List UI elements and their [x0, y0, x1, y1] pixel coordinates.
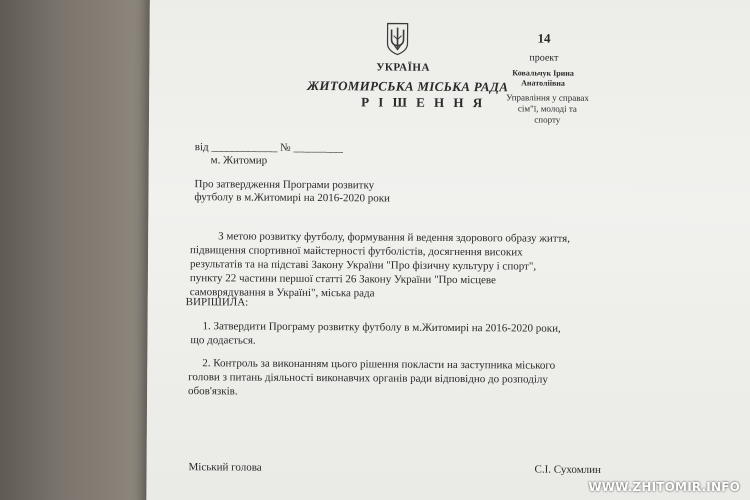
dept-line: спорту — [534, 114, 561, 125]
date-number-field: від ____________ № _________ — [194, 141, 343, 155]
preamble-line: результатів та на підставі Закону України "Про фізичну культуру і спорт", — [189, 258, 537, 273]
council-name: ЖИТОМИРСЬКА МІСЬКА РАДА — [307, 77, 509, 95]
signature-name: С.І. Сухомлин — [534, 463, 602, 477]
country-name: УКРАЇНА — [376, 61, 430, 74]
item-line: голови з питань діяльності виконавчих органів ради відповідно до розподілу — [188, 371, 548, 386]
item-line: 2. Контроль за виконанням цього рішення покласти на заступника міського — [202, 357, 556, 372]
preamble-line: підвищення спортивної майстерності футболістів, досягнення високих — [190, 244, 523, 259]
dept-line: Управління у справах — [506, 92, 589, 103]
author-line: Ковальчук Ірина — [512, 68, 574, 78]
city-label: м. Житомир — [210, 154, 268, 167]
author-line: Анатоліївна — [521, 78, 565, 88]
resolution-item-2 — [188, 356, 556, 400]
site-watermark: WWW.ZHITOMIR.INFO — [588, 480, 740, 494]
subject-line: Про затвердження Програми розвитку — [194, 178, 375, 192]
item-line: що додається. — [190, 334, 256, 347]
draft-label: проект — [529, 52, 559, 64]
preamble-paragraph — [190, 229, 630, 302]
resolved-heading: ВИРІШИЛА: — [185, 296, 249, 309]
decision-title: Р І Ш Е Н Н Я — [361, 94, 486, 111]
ukraine-trident-icon — [384, 21, 410, 55]
signature-title: Міський голова — [188, 461, 262, 474]
item-line: 1. Затвердити Програму розвитку футболу в м.Житомирі на 2016-2020 роки, — [202, 320, 561, 335]
draft-author — [512, 68, 574, 88]
resolution-item-1 — [190, 319, 561, 350]
preamble-line: самоврядування в Україні", міська рада — [189, 286, 375, 300]
subject-line: футболу в м.Житомирі на 2016-2020 роки — [194, 191, 391, 205]
draft-department — [506, 92, 589, 126]
preamble-line: пункту 22 частини першої статті 26 Закону України "Про місцеве — [189, 272, 496, 287]
preamble-line: З метою розвитку футболу, формування й ведення здорового образу життя, — [218, 230, 571, 245]
dept-line: сім"ї, молоді та — [517, 103, 577, 114]
draft-number: 14 — [537, 30, 551, 46]
document-page — [146, 0, 750, 500]
document-subject — [194, 178, 390, 205]
item-line: обов'язків. — [188, 385, 238, 398]
